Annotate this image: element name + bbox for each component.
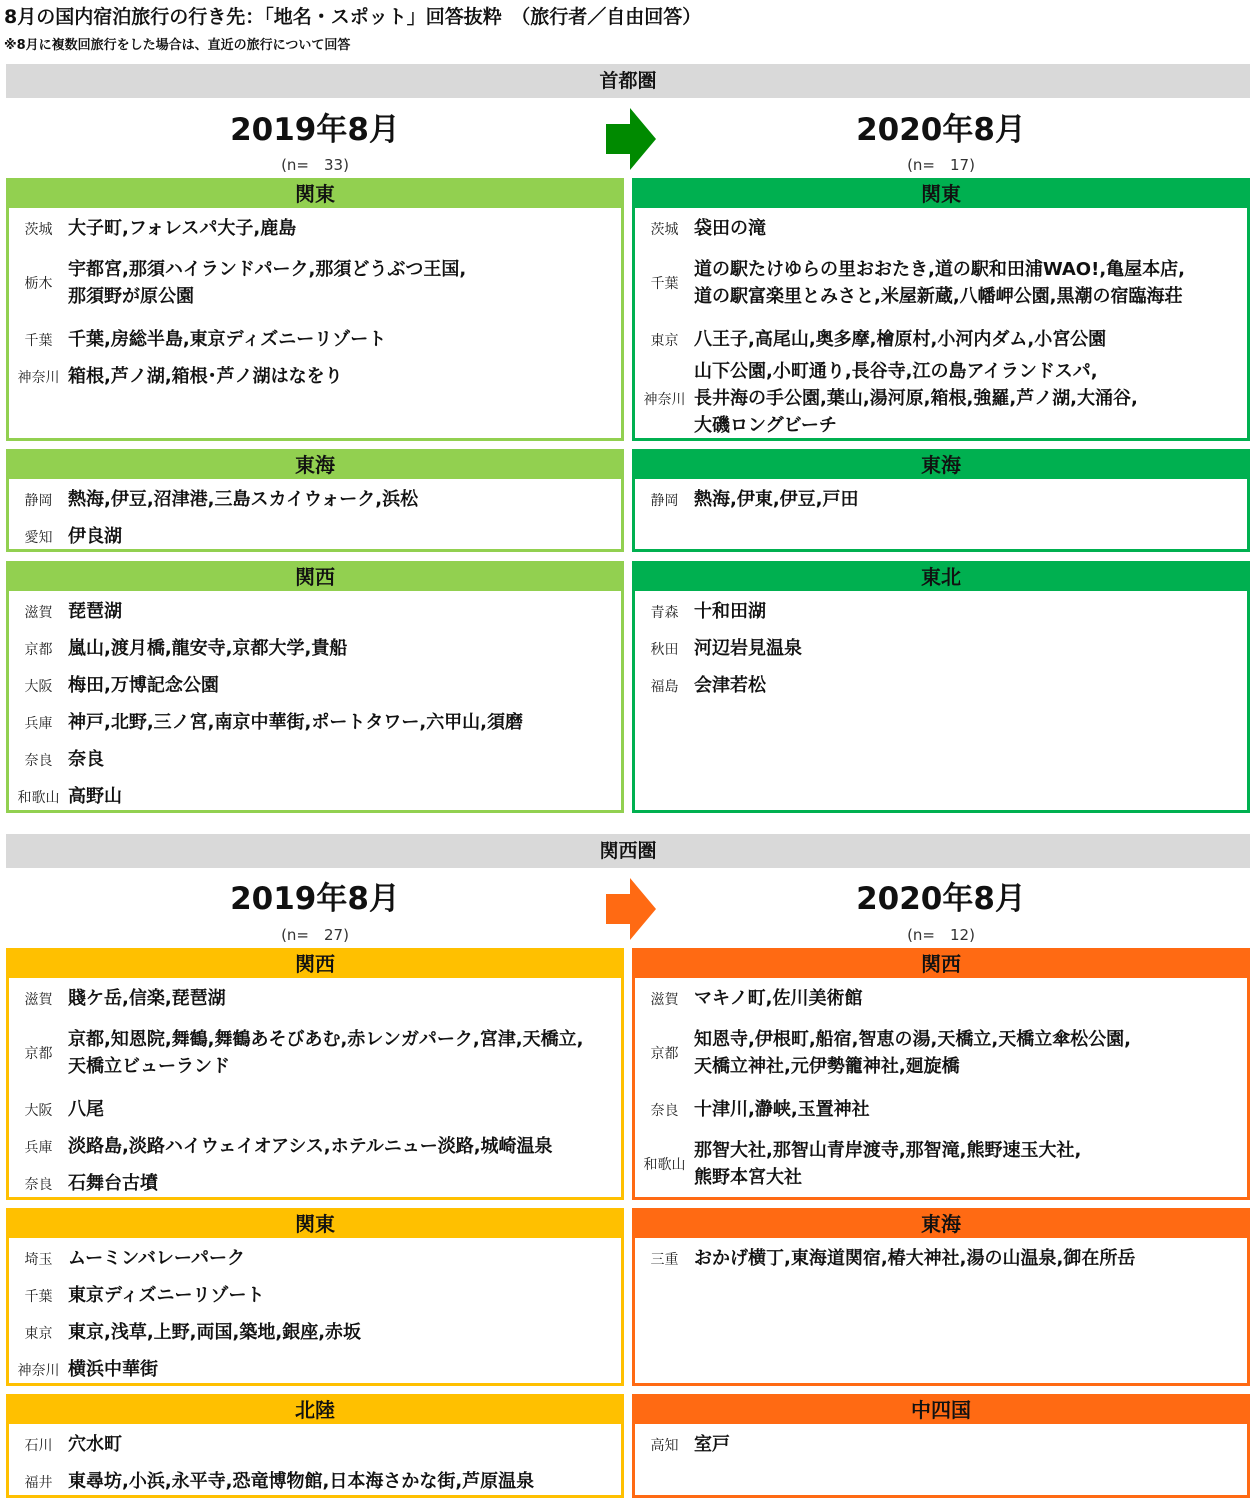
prefecture-label: 茨城 [24, 221, 53, 238]
region-box-kanto-2019 [6, 1208, 624, 1386]
list-item [635, 486, 1247, 513]
spot-list: 宇都宮,那須ハイランドパーク,那須どうぶつ王国, 那須野が原公園 [68, 259, 467, 307]
region-box-kansai-2019 [6, 561, 624, 813]
year-2020-label: 2020年8月 [856, 881, 1026, 917]
spot-list: ムーミンバレーパーク [68, 1248, 245, 1269]
list-item [9, 1026, 621, 1080]
list-item [635, 215, 1247, 242]
prefecture-label: 神奈川 [643, 391, 686, 408]
region-box-kansai-2020 [632, 948, 1250, 1200]
list-item [635, 1431, 1247, 1458]
prefecture-label: 京都 [24, 1046, 53, 1062]
year-2019-label: 2019年8月 [230, 112, 400, 148]
list-item [9, 523, 621, 550]
prefecture-label: 静岡 [24, 492, 53, 509]
list-item [9, 709, 621, 736]
spot-list: 東尋坊,小浜,永平寺,恐竜博物館,日本海さかな街,芦原温泉 [68, 1471, 535, 1492]
region-box-tohoku-2020 [632, 561, 1250, 813]
list-item [9, 1133, 621, 1160]
list-item [635, 358, 1247, 439]
prefecture-label: 愛知 [24, 529, 53, 546]
list-item [635, 598, 1247, 625]
prefecture-label: 千葉 [24, 332, 53, 349]
spot-list: 大子町,フォレスパ大子,鹿島 [68, 218, 297, 239]
region-label: 関東 [9, 1211, 621, 1238]
spot-list: 知恩寺,伊根町,船宿,智恵の湯,天橋立,天橋立傘松公園, 天橋立神社,元伊勢籠神社,廻旋橋 [694, 1029, 1132, 1077]
spot-list: 会津若松 [694, 675, 766, 696]
prefecture-label: 和歌山 [643, 1157, 686, 1173]
spot-list: 河辺岩見温泉 [694, 638, 802, 659]
spot-list: 東京,浅草,上野,両国,築地,銀座,赤坂 [68, 1322, 362, 1343]
prefecture-label: 茨城 [650, 221, 679, 238]
list-item [9, 746, 621, 773]
prefecture-label: 千葉 [24, 1288, 53, 1305]
list-item [635, 635, 1247, 662]
list-item [9, 1431, 621, 1458]
prefecture-label: 兵庫 [24, 715, 53, 732]
list-item [9, 1468, 621, 1495]
year-2019-label: 2019年8月 [230, 881, 400, 917]
prefecture-label: 神奈川 [17, 369, 60, 386]
prefecture-label: 福井 [24, 1474, 53, 1491]
region-label: 関東 [635, 181, 1247, 208]
spot-list: 京都,知恩院,舞鶴,舞鶴あそびあむ,赤レンガパーク,宮津,天橋立, 天橋立ビューランド [68, 1029, 584, 1077]
region-label: 東北 [635, 564, 1247, 591]
list-item [635, 1137, 1247, 1191]
list-item [635, 256, 1247, 310]
list-item [9, 1356, 621, 1383]
region-label: 関東 [9, 181, 621, 208]
list-item [9, 1282, 621, 1309]
list-item [9, 1170, 621, 1197]
spot-list: 伊良湖 [68, 526, 122, 547]
region-box-tokai-2020 [632, 449, 1250, 552]
prefecture-label: 秋田 [650, 641, 679, 658]
spot-list: 八王子,高尾山,奥多摩,檜原村,小河内ダム,小宮公園 [694, 329, 1107, 350]
list-item [9, 783, 621, 810]
list-item [9, 635, 621, 662]
arrow-right-icon [606, 878, 656, 940]
prefecture-label: 奈良 [24, 1176, 53, 1193]
list-item [635, 1096, 1247, 1123]
prefecture-label: 和歌山 [17, 789, 60, 806]
prefecture-label: 奈良 [650, 1102, 679, 1119]
list-item [9, 363, 621, 390]
list-item [635, 1026, 1247, 1080]
spot-list: 十津川,瀞峡,玉置神社 [694, 1099, 870, 1120]
list-item [9, 326, 621, 353]
sample-size-2020: (n= 12) [907, 926, 975, 944]
region-box-kanto-2020 [632, 178, 1250, 441]
prefecture-label: 大阪 [24, 678, 53, 695]
list-item [635, 326, 1247, 353]
prefecture-label: 三重 [650, 1251, 679, 1268]
region-box-hokuriku-2019 [6, 1394, 624, 1498]
prefecture-label: 京都 [24, 641, 53, 658]
region-label: 東海 [635, 1211, 1247, 1238]
spot-list: 琵琶湖 [68, 601, 122, 622]
spot-list: 賤ケ岳,信楽,琵琶湖 [68, 988, 226, 1009]
spot-list: 道の駅たけゆらの里おおたき,道の駅和田浦WAO!,亀屋本店, 道の駅富楽里とみさと,米屋新蔵,八幡岬公園,黒潮の宿臨海荘 [694, 259, 1185, 307]
prefecture-label: 栃木 [24, 276, 53, 292]
spot-list: 十和田湖 [694, 601, 766, 622]
prefecture-label: 京都 [650, 1046, 679, 1062]
spot-list: 那智大社,那智山青岸渡寺,那智滝,熊野速玉大社, 熊野本宮大社 [694, 1140, 1082, 1188]
list-item [9, 598, 621, 625]
prefecture-label: 神奈川 [17, 1362, 60, 1379]
spot-list: 梅田,万博記念公園 [68, 675, 219, 696]
sample-size-2019: (n= 27) [281, 926, 349, 944]
region-label: 東海 [9, 452, 621, 479]
prefecture-label: 福島 [650, 678, 679, 695]
list-item [9, 672, 621, 699]
sample-size-2019: (n= 33) [281, 156, 349, 174]
prefecture-label: 兵庫 [24, 1139, 53, 1156]
spot-list: おかげ横丁,東海道関宿,椿大神社,湯の山温泉,御在所岳 [694, 1248, 1136, 1269]
spot-list: 熱海,伊東,伊豆,戸田 [694, 489, 859, 510]
spot-list: 山下公園,小町通り,長谷寺,江の島アイランドスパ, 長井海の手公園,葉山,湯河原,箱根,強羅,芦ノ湖,大涌谷, 大磯ロングビーチ [694, 361, 1138, 436]
spot-list: 嵐山,渡月橋,龍安寺,京都大学,貴船 [68, 638, 348, 659]
spot-list: 箱根,芦ノ湖,箱根･芦ノ湖はなをり [68, 366, 343, 387]
year-2020-label: 2020年8月 [856, 112, 1026, 148]
section-bar-kansaiken: 関西圏 [6, 834, 1250, 868]
spot-list: 穴水町 [68, 1434, 122, 1455]
spot-list: 八尾 [68, 1099, 104, 1120]
prefecture-label: 埼玉 [24, 1251, 53, 1268]
list-item [9, 1245, 621, 1272]
region-label: 関西 [9, 564, 621, 591]
sample-size-2020: (n= 17) [907, 156, 975, 174]
list-item [635, 672, 1247, 699]
region-label: 東海 [635, 452, 1247, 479]
spot-list: 袋田の滝 [694, 218, 766, 239]
spot-list: 熱海,伊豆,沼津港,三島スカイウォーク,浜松 [68, 489, 419, 510]
spot-list: 淡路島,淡路ハイウェイオアシス,ホテルニュー淡路,城崎温泉 [68, 1136, 553, 1157]
region-box-chushikoku-2020 [632, 1394, 1250, 1498]
page-title: 8月の国内宿泊旅行の行き先：「地名・スポット」回答抜粋 （旅行者／自由回答） [4, 6, 702, 28]
section-bar-shutoken: 首都圏 [6, 64, 1250, 98]
region-label: 中四国 [635, 1397, 1247, 1424]
spot-list: マキノ町,佐川美術館 [694, 988, 863, 1009]
prefecture-label: 高知 [650, 1437, 679, 1454]
spot-list: 神戸,北野,三ノ宮,南京中華街,ポートタワー,六甲山,須磨 [68, 712, 524, 733]
spot-list: 奈良 [68, 749, 104, 770]
region-label: 関西 [635, 951, 1247, 978]
prefecture-label: 大阪 [24, 1102, 53, 1119]
list-item [635, 985, 1247, 1012]
list-item [9, 256, 621, 310]
list-item [9, 1096, 621, 1123]
prefecture-label: 青森 [650, 604, 679, 621]
prefecture-label: 千葉 [650, 276, 679, 292]
list-item [9, 1319, 621, 1346]
list-item [635, 1245, 1247, 1272]
prefecture-label: 石川 [24, 1437, 53, 1454]
spot-list: 東京ディズニーリゾート [68, 1285, 265, 1306]
spot-list: 千葉,房総半島,東京ディズニーリゾート [68, 329, 387, 350]
prefecture-label: 滋賀 [24, 991, 53, 1008]
list-item [9, 486, 621, 513]
prefecture-label: 東京 [650, 332, 679, 349]
prefecture-label: 静岡 [650, 492, 679, 509]
region-label: 北陸 [9, 1397, 621, 1424]
region-box-tokai-2020 [632, 1208, 1250, 1386]
prefecture-label: 奈良 [24, 752, 53, 769]
region-box-kanto-2019 [6, 178, 624, 441]
region-box-kansai-2019 [6, 948, 624, 1200]
spot-list: 石舞台古墳 [68, 1173, 158, 1194]
arrow-right-icon [606, 108, 656, 170]
spot-list: 横浜中華街 [68, 1359, 158, 1380]
region-label: 関西 [9, 951, 621, 978]
list-item [9, 215, 621, 242]
spot-list: 室戸 [694, 1434, 730, 1455]
list-item [9, 985, 621, 1012]
region-box-tokai-2019 [6, 449, 624, 552]
spot-list: 高野山 [68, 786, 122, 807]
page-note: ※8月に複数回旅行をした場合は、直近の旅行について回答 [4, 38, 351, 53]
prefecture-label: 滋賀 [24, 604, 53, 621]
prefecture-label: 滋賀 [650, 991, 679, 1008]
prefecture-label: 東京 [24, 1325, 53, 1342]
